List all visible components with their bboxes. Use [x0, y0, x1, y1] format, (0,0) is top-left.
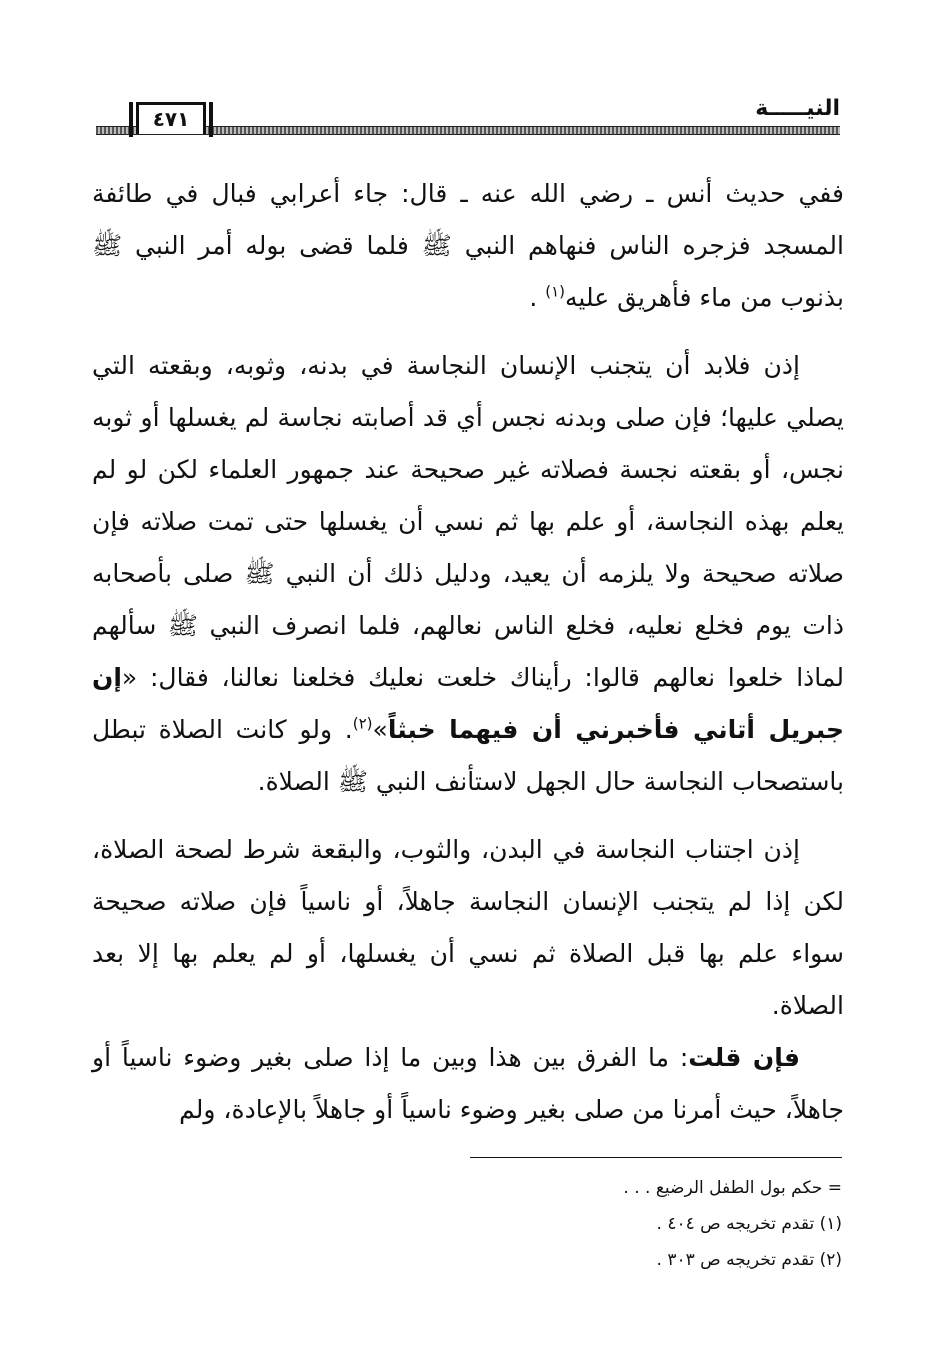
footnote-separator: [470, 1157, 842, 1158]
paragraph-4-text: : ما الفرق بين هذا وبين ما إذا صلى بغير وضوء ناسياً أو جاهلاً، حيث أمرنا من صلى بغير وضوء ناسياً أو جاهلاً بالإعادة، ولم: [92, 1043, 844, 1124]
running-title: النيـــــة: [747, 94, 840, 124]
paragraph-2-rest: . ولو كانت الصلاة تبطل باستصحاب النجاسة حال الجهل لاستأنف النبي ﷺ الصلاة.: [92, 715, 844, 796]
paragraph-1: [92, 168, 844, 324]
paragraph-1-text: ففي حديث أنس ـ رضي الله عنه ـ قال: جاء أعرابي فبال في طائفة المسجد فزجره الناس فنهاهم النبي ﷺ فلما قضى بوله أمر النبي ﷺ بذنوب من ماء فأهريق عليه: [92, 179, 844, 312]
footnote-continuation: = حكم بول الطفل الرضيع . . .: [623, 1178, 842, 1198]
hadith-quote: إن جبريل أتاني فأخبرني أن فيهما خبثاً: [92, 663, 844, 744]
footnotes: [400, 1170, 842, 1278]
paragraph-2: [92, 340, 844, 808]
footnote-2: (٢) تقدم تخريجه ص ٣٠٣ .: [656, 1250, 842, 1270]
main-text: [92, 168, 844, 1136]
paragraph-3-text: إذن اجتناب النجاسة في البدن، والثوب، والبقعة شرط لصحة الصلاة، لكن إذا لم يتجنب الإنسان النجاسة جاهلاً، أو ناسياً فإن صلاته صحيحة سواء علم بها قبل الصلاة ثم نسي أن يغسلها، أو لم يعلم بها إلا بعد الصلاة.: [92, 835, 844, 1020]
header-ornamental-rule: [96, 126, 840, 135]
paragraph-4-lead: فإن قلت: [688, 1043, 800, 1072]
paragraph-1-end: .: [529, 283, 538, 312]
footnote-1: (١) تقدم تخريجه ص ٤٠٤ .: [656, 1214, 842, 1234]
paragraph-3: [92, 824, 844, 1032]
footnote-ref-2: (٢): [352, 714, 373, 733]
page-header: [96, 96, 840, 136]
quote-close-mark: »: [372, 715, 388, 744]
paragraph-4: [92, 1032, 844, 1136]
page-number: ٤٧١: [136, 102, 206, 134]
paragraph-2-text: إذن فلابد أن يتجنب الإنسان النجاسة في بدنه، وثوبه، وبقعته التي يصلي عليها؛ فإن صلى وبدنه نجس أي قد أصابته نجاسة لم يغسلها أو ثوبه نجس، أو بقعته نجسة فصلاته غير صحيحة عند جمهور العلماء لكن لو لم يعلم بهذه النجاسة، أو علم بها ثم نسي أن يغسلها حتى تمت صلاته فإن صلاته صحيحة ولا يلزمه أن يعيد، ودليل ذلك أن النبي ﷺ صلى بأصحابه ذات يوم فخلع نعليه، فخلع الناس نعالهم، فلما انصرف النبي ﷺ سألهم لماذا خلعوا نعالهم قالوا: رأيناك خلعت نعليك فخلعنا نعالنا، فقال: «: [92, 351, 844, 692]
footnote-ref-1: (١): [545, 282, 566, 301]
